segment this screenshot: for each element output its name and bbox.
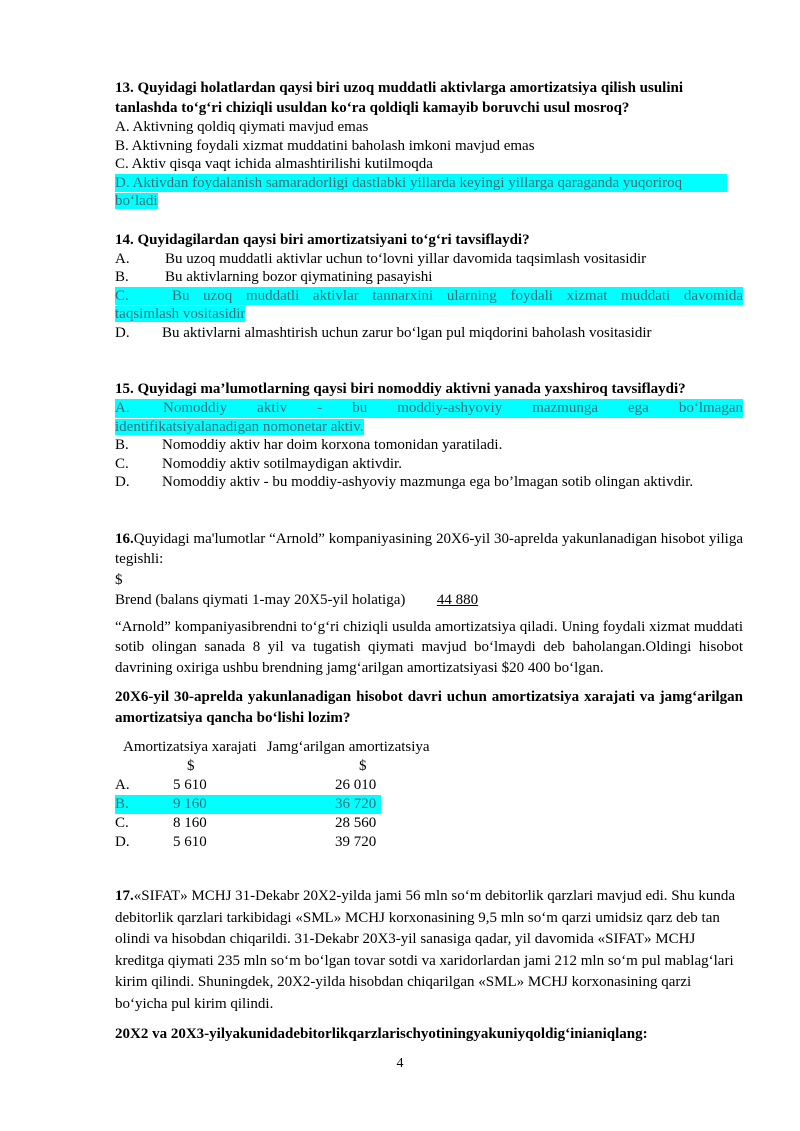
option-a-line2: identifikatsiyalanadigan nomonetar aktiv. [115,418,364,435]
option-text: Nomoddiy aktiv har doim korxona tomonidan yaratiladi. [162,437,503,453]
accumulated-value: 36 720 [335,796,377,812]
accumulated-value: 26 010 [335,777,377,793]
option-a [115,250,743,269]
question-14-title: 14. Quyidagilardan qaysi biri amortizatsiyani to‘g‘ri tavsiflaydi? [115,231,530,248]
option-letter: B. [115,269,129,285]
option-letter: A. [115,777,130,793]
document-page [115,78,743,1044]
option-letter: D. [115,324,130,341]
option-letter: A. [115,250,130,267]
option-letter: C. [115,287,129,304]
option-letter: A. [115,400,130,416]
option-letter: B. [115,796,129,812]
option-text: Bu uzoq muddatli aktivlar uchun to‘lovni yillar davomida taqsimlash vositasidir [165,250,647,267]
option-b [115,436,743,455]
currency-symbol: $ [187,758,195,774]
option-text: Bu aktivlarning bozor qiymatining pasayishi [165,269,433,285]
expense-value: 8 160 [173,815,207,831]
expense-value: 9 160 [173,796,207,812]
table-row [115,833,743,852]
question-17-question: 20X2 va 20X3-yilyakunidadebitorlikqarzlarischyotiningyakuniyqoldig‘inianiqlang: [115,1026,648,1042]
table-row [115,776,743,795]
question-16-intro [115,529,743,570]
option-c-highlighted [115,287,743,306]
expense-value: 5 610 [173,834,207,850]
question-17-body: «SIFAT» MCHJ 31-Dekabr 20X2-yilda jami 56 mln so‘m debitorlik qarzlari mavjud edi. Shu kunda debitorlik qarzlari tarkibidagi «SML» MCHJ korxonasining 9,5 mln so‘m qarzi umidsiz qarz deb tan olindi va hisobdan chiqarildi. 31-Dekabr 20X3-yil sanasiga qadar, yil davomida «SIFAT» MCHJ kreditga qiymati 235 mln so‘m bo‘lgan tovar sotdi va xaridorlardan jami 212 mln so‘m pul mablag‘lari kirim qilindi. Shuningdek, 20X2-yilda hisobdan chiqarilgan «SML» MCHJ korxonasining qarzi bo‘yicha pul kirim qilindi. [115,888,736,1012]
option-a: A. Aktivning qoldiq qiymati mavjud emas [115,119,369,135]
option-b [115,268,743,287]
option-d-line1: D. Aktivdan foydalanish samaradorligi dastlabki yillarda keyingi yillarga qaraganda yuqoriroq [115,174,727,193]
option-text: Bu aktivlarni almashtirish uchun zarur bo‘lgan pul miqdorini baholash vositasidir [162,324,652,341]
currency-symbol: $ [115,571,123,588]
option-d [115,324,743,343]
option-c [115,455,743,474]
intro-text: Quyidagi ma'lumotlar “Arnold” kompaniyasining 20X6-yil 30-aprelda yakunlanadigan hisobot yiliga tegishli: [115,530,743,567]
option-c-line1: Bu uzoq muddatli aktivlar tannarxini ularning foydali xizmat muddati davomida [172,287,743,304]
question-number: 16. [115,530,134,547]
question-13-title: 13. Quyidagi holatlardan qaysi biri uzoq muddatli aktivlarga amortizatsiya qilish usulini tanlashda to‘g‘ri chiziqli usuldan ko‘ra qoldiqli kamayib boruvchi usul mosroq? [115,80,684,116]
table-row [115,814,743,833]
option-d [115,473,743,492]
column-header: Jamg‘arilgan amortizatsiya [266,739,430,755]
expense-value: 5 610 [173,777,207,793]
option-c-line2: taqsimlash vositasidir [115,306,246,322]
option-letter: D. [115,834,130,850]
question-15 [115,379,743,492]
question-17 [115,886,743,1044]
option-d-highlighted [115,174,743,211]
column-header: Amortizatsiya xarajati [123,739,257,755]
brand-row [115,590,743,610]
brand-label: Brend (balans qiymati 1-may 20X5-yil holatiga) [115,591,406,608]
question-13 [115,78,743,211]
brand-value: 44 880 [436,591,479,608]
table-header [115,738,743,757]
option-text: Nomoddiy aktiv sotilmaydigan aktivdir. [162,455,402,472]
option-a-line1: Nomoddiy aktiv - bu moddiy-ashyoviy mazmunga ega bo‘lmagan [163,400,743,416]
question-number: 17. [115,888,134,904]
table-currency-row [115,757,743,776]
option-letter: B. [115,437,129,453]
option-c: C. Aktiv qisqa vaqt ichida almashtirilishi kutilmoqda [115,156,433,172]
option-a-highlighted [115,399,743,418]
page-number: 4 [396,1056,404,1071]
option-letter: D. [115,474,130,490]
answer-table [115,738,743,852]
option-letter: C. [115,815,129,831]
accumulated-value: 28 560 [335,815,377,831]
currency-symbol: $ [359,758,367,774]
table-row-highlighted [115,795,381,814]
option-letter: C. [115,455,129,472]
option-b: B. Aktivning foydali xizmat muddatini baholash imkoni mavjud emas [115,137,535,154]
question-14 [115,230,743,343]
option-d-line2: bo‘ladi [115,193,158,209]
question-16 [115,529,743,853]
option-text: Nomoddiy aktiv - bu moddiy-ashyoviy mazmunga ega bo’lmagan sotib olingan aktivdir. [162,474,694,490]
question-15-title: 15. Quyidagi ma’lumotlarning qaysi biri nomoddiy aktivni yanada yaxshiroq tavsiflaydi? [115,381,686,397]
question-16-question: 20X6-yil 30-aprelda yakunlanadigan hisobot davri uchun amortizatsiya xarajati va jamg‘arilgan amortizatsiya qancha bo‘lishi lozim? [115,689,743,726]
accumulated-value: 39 720 [335,834,377,850]
question-17-text [115,886,743,1015]
question-16-paragraph: “Arnold” kompaniyasibrendni to‘g‘ri chiziqli usulda amortizatsiya qiladi. Uning foydali xizmat muddati sotib olingan sanada 8 yil va tugatish qiymati mavjud bo‘lmaydi deb baholangan.Oldingi hisobot davrining oxiriga ushbu brendning jamg‘arilgan amortizatsiyasi $20 400 bo‘lgan. [115,618,743,676]
